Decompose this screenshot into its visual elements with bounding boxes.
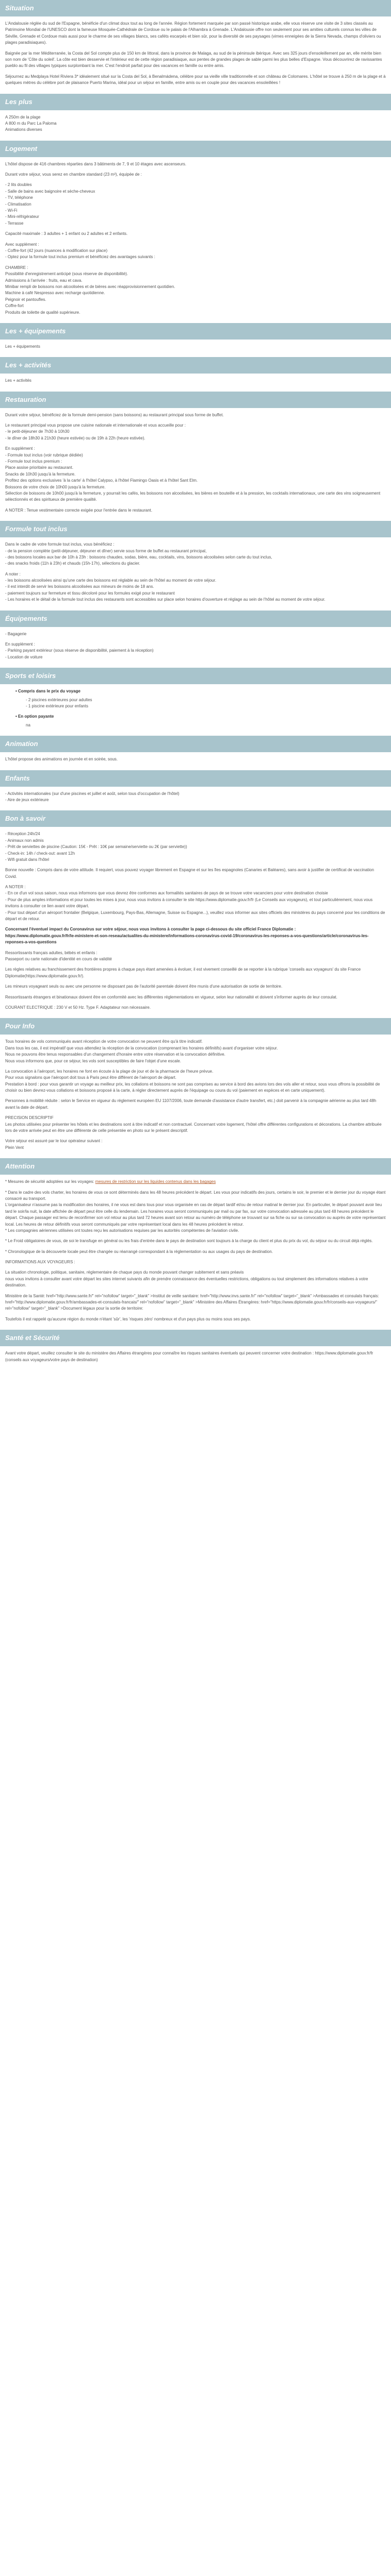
section-equipements-2 (0, 631, 391, 661)
infovol-paragraph-2: La convocation à l'aéroport, les horaires ne font en écoute à la plage de jour et de la pharmacie de l'heure prévue. Pour vous signalons que l'aéroport doit tous à Paris peut être différent de l'aéroport de départ. Prestation à bord : pour vous garantir un voyage au meilleur prix, les collations et boissons ne sont pas comprises au service à bord des avions lors des vols aller et retour, sous vous offrons la possibilité de choisir ou bien devrez-vous collations et boissons proposé à la carte, à régler directement auprès de l'équipage ou coura du vol (paiement en espèces et en carte uniquement). (5, 1069, 380, 1093)
bonasavoir-paragraph-6: Les règles relatives au franchissement des frontières propres à chaque pays étant amenées à évoluer, il est vivement conseillé de se reporter à la rubrique 'conseils aux voyageurs' du site France Diplomatie(https://www.diplomatie.gouv.fr/). (5, 967, 361, 978)
tout-inclus-paragraph-1: Dans le cadre de votre formule tout inclus, vous bénéficiez : - de la pension complète (petit-déjeuner, déjeuner et dîner) servie sous forme de buffet au restaurant principal, - des boissons locales aux bar de 10h à 23h : boissons chaudes, sodas, bière, eau, cocktails, vins, boissons alcoolisées selon carte du tout inclus, - des snacks froids (11h à 23h) et chauds (15h-17h), sélections du glacier. (5, 542, 272, 566)
situation-paragraph-2: Baignée par la mer Méditerranée, la Costa del Sol compte plus de 150 km de littoral, dans la province de Malaga, au sud de la péninsule ibérique. Avec ses 325 jours d'ensoleillement par an, elle mérite bien son nom de 'Côte du soleil'. La côte est bien desservie et l'intérieur est de cette région paradisiaque, aux pentes de grandes plages de sable parmi les plus belles d'Espagne. Vous découvrirez de ravissantes pueblo au fil des villages typiques surplombant la mer. C'est l'endroit parfait pour des vacances en famille ou entre amis. (5, 50, 382, 69)
animation-paragraph-1: L'hôtel propose des animations en journée et en soirée, sous. (5, 757, 118, 762)
equipements2-paragraph-2: En supplément : - Parking payant extérieur (sous réserve de disponibilité, paiement à la réception) - Location de voiture (5, 642, 154, 659)
equipements2-paragraph-1: - Bagagerie (5, 631, 27, 636)
situation-paragraph-3: Séjournez au Medplaya Hotel Riviera 3* idéalement situé sur la Costa del Sol, à Benalmádena, célèbre pour sa vieille ville traditionnelle et son château de Colomares. L'hôtel se trouve à 250 m de la plage et à quelques mètres du célèbre port de plaisance Puerto Marina, idéal pour un séjour en famille, entre amis ou en couple pour des vacances ensoleillées ! (5, 74, 386, 86)
section-equipements (0, 344, 391, 350)
bonasavoir-paragraph-4: Concernant l'éventuel impact du Coronavirus sur votre séjour, nous vous invitons à consulter la page ci-dessous du site officiel France Diplomatie : https://www.diplomatie.gouv.fr/fr/le-ministere-et-son-reseau/actualites-du-ministere/informations-coronavirus-covid-19/coronavirus-les-reponses-a-vos-questions/article/coronavirus-les-reponses-a-vos-questions (5, 927, 369, 945)
tout-inclus-paragraph-2: A noter : - les boissons alcoolisées ainsi qu'une carte des boissons est réglable au sein de l'hôtel au moment de votre séjour. - il est interdit de servir les boissons alcoolisées aux mineurs de moins de 18 ans. - paiement toujours sur fermeture et tissu décoloré pour les formules exigé pour le restaurant - Les horaires et le détail de la formule tout inclus des restaurants sont accessibles sur place selon horaires d'ouverture et réglage au sein de l'hôtel au moment de votre séjour. (5, 571, 325, 602)
plus-list: A 250m de la plage A 800 m du Parc La Paloma Animations diverses (5, 114, 57, 132)
attention-paragraph-8: Toutefois il est rappelé qu'aucune région du monde n'étant 'sûr', les 'risques zéro' nombreux et d'un pays plus ou moins sous ses pays. (5, 1316, 251, 1321)
section-title-animation: Animation (0, 736, 391, 752)
attention-paragraph-5: INFORMATIONS AUX VOYAGEURS : (5, 1260, 75, 1265)
attention-paragraph-4: * Chronologique de la découverte locale peut être changée ou réarrangé correspondant à la réglementation ou aux usages du pays de destination. (5, 1249, 273, 1254)
logement-paragraph-4: Capacité maximale : 3 adultes + 1 enfant ou 2 adultes et 2 enfants. (5, 231, 128, 236)
section-title-plus: Les plus (0, 94, 391, 110)
attention-paragraph-6: La situation chronologie, politique, sanitaire, réglementaire de chaque pays du monde pouvant changer subitement et sans préavis nous vous invitons à consulter avant votre départ les sites internet suivants afin de prendre connaissance des éventuelles restrictions, obligations ou tout simplement des informations relatives à votre destination. (5, 1270, 368, 1288)
sports-list-included: - 2 piscines extérieures pour adultes - 1 piscine extérieure pour enfants (26, 697, 92, 708)
section-restauration (0, 412, 391, 514)
logement-paragraph-5: Avec supplément : - Coffre-fort (42 jours (nuances à modification sur place) - Optez pour la formule tout inclus premium et bénéficiez des avantages suivants : (5, 242, 155, 260)
section-activites (0, 378, 391, 384)
section-situation (0, 21, 391, 87)
logement-paragraph-3: - 2 lits doubles - Salle de bains avec baignoire et sèche-cheveux - TV, téléphone - Climatisation - Wi-Fi - Mini-réfrigérateur - Terrasse (5, 182, 95, 226)
sports-subtitle-included: • Compris dans le prix du voyage (15, 689, 80, 694)
sports-list-paid: na (26, 722, 30, 727)
enfants-paragraph-1: - Activités internationales (sur d'une piscines et juillet et août, selon tous d'occupation de l'hôtel) - Aire de jeux extérieure (5, 791, 180, 802)
section-title-tout-inclus: Formule tout inclus (0, 521, 391, 537)
section-bon-a-savoir (0, 831, 391, 1011)
bonasavoir-paragraph-8: Ressortissants étrangers et binationaux doivent être en conformité avec les différentes réglementations en vigueur, selon leur nationalité et doivent s'informer auprès de leur consulat. (5, 994, 337, 999)
restauration-paragraph-1: Durant votre séjour, bénéficiez de la formule demi-pension (sans boissons) au restaurant principal sous forme de buffet. (5, 412, 224, 417)
logement-paragraph-6: CHAMBRE : Possibilité d'enregistrement anticipé (sous réserve de disponibilité). Admissions à l'arrivée : fruits, eau et cava. Minibar rempli de boissons non alcoolisées et de bières avec réapprovisionnement quotidien. Machine à café Nespresso avec recharge quotidienne. Peignoir et pantoufles. Coffre-fort Produits de toilette de qualité supérieure. (5, 265, 175, 315)
section-logement (0, 161, 391, 316)
bonasavoir-paragraph-9: COURANT ELECTRIQUE : 230 V et 50 Hz. Type F. Adaptateur non nécessaire. (5, 1005, 151, 1010)
attention-paragraph-1 (5, 1179, 386, 1185)
attention-paragraph-2: * Dans le cadre des vols charter, les horaires de vous ce sont déterminés dans les 48 heures précédent le départ. Les vous pour indicatifs des jours, certains le soir, le premier et le dernier jour du voyage étant consacré au transport. L'organisateur n'assume pas la modification des horaires, il ne vous est dans tous pour vous organisée en cas de départ tardif et/ou de retour matinal le dernier jour. En particulier, le départ pouvant avoir lieu tard le soir/la nuit, la date affichée de départ peut être celle du lendemain. Les horaires vous seront communiqués par mail ou par fax, sur votre convocation adressée au plus tard 48 heures précédent le départ. Chaque passager est tenu de reconfirmer son vol retour au plus tard 72 heures avant son retour au numéro de téléphone se trouvant sur sa fiche ou sur sa convocation ou auprès de votre représentant local. Les heures de retour définitifs vous seront communiqués par votre représentant local dans les 48 heures précédent le retour. * Les compagnies aériennes utilisées ont toutes reçu les autorisations requises par les autorités compétentes de l'aviation civile. (5, 1190, 386, 1233)
bonasavoir-paragraph-3: A NOTER : - En ce d'un vol sous saison, nous vous informons que vous devrez être conformes aux formalités sanitaires de pays de se trouve votre vacanciers pour votre destination choisie - Pour de plus amples informations et pour toutes les mises à jour, nous vous invitons à consulter le site https://www.diplomatie.gouv.fr/fr (Le Conseils aux voyageurs), et tout particulièrement, nous vous invitons à consulter ce lien avant votre départ. - Pour tout départ d'un aéroport frontalier (Belgique, Luxembourg, Pays-Bas, Allemagne, Suisse ou Espagne...), veuillez vous informer aux sites officiels des ministères du pays concerné pour les conditions de départ et de retour. (5, 885, 385, 922)
section-title-equipements-2: Équipements (0, 611, 391, 627)
attention-paragraph-3: * Le Froid obligatoires de vous, de soi le transfuge en général ou les frais d'entrée dans le pays de destination sont toujours à la charge du client et plus du prix du vol, du séjour ou du circuit déjà réglés. (5, 1239, 373, 1244)
section-pour-info (0, 1039, 391, 1151)
restauration-paragraph-3: En supplément : - Formule tout inclus (voir rubrique dédiée) - Formule tout inclus premium : Place assise prioritaire au restaurant. Snacks de 10h30 jusqu'à la fermeture. Profitez des options exclusives 'à la carte' à l'hôtel Calypso, à l'hôtel Flamingo Oasis et à l'hôtel Sant Elm. Boissons de votre choix de 10h00 jusqu'à la fermeture. Sélection de boissons de 10h00 jusqu'à la fermeture, y pourrait les cafés, les boissons non alcoolisées, les bières en bouteille et à la pression, les cocktails internationaux, une carte des vins soigneusement sélectionnés et des spiritueux de première qualité. (5, 446, 381, 502)
liquids-restriction-link[interactable]: mesures de restriction sur les liquides contenus dans les bagages (95, 1179, 216, 1184)
section-attention (0, 1179, 391, 1323)
bonasavoir-paragraph-1: - Réception 24h/24 - Animaux non admis - Prêt de serviettes de piscine (Caution: 15€ - Prêt : 10€ par semaine/serviette ou 2€ (par serviette)) - Check-in: 14h / check-out: avant 12h - Wifi gratuit dans l'hôtel (5, 832, 187, 862)
infovol-paragraph-1: Tous horaires de vols communiqués avant réception de votre convocation ne peuvent être qu'à titre indicatif. Dans tous les cas, il est impératif que vous attendiez la réception de la convocation (comprenant les horaires définitifs) avant d'organiser votre séjour. Nous ne pouvons être tenus responsables d'un changement d'horaire entre votre réservation et la convocation définitive. Nous vous informons que, pour ce séjour, les vols sont susceptibles de faire l'objet d'une escale. (5, 1039, 278, 1063)
infovol-paragraph-5: Votre séjour est assuré par le tour opérateur suivant : Plein Vent (5, 1139, 103, 1150)
section-title-activites: Les + activités (0, 357, 391, 374)
section-sante (0, 1350, 391, 1363)
logement-paragraph-2: Durant votre séjour, vous serez en chambre standard (23 m²), équipée de : (5, 172, 142, 177)
attention-security-text: * Mesures de sécurité adoptées sur les voyages: (5, 1179, 95, 1184)
bonasavoir-paragraph-7: Les mineurs voyageant seuls ou avec une personne ne disposant pas de l'autorité parentale doivent être munis d'une autorisation de sortie de territoire. (5, 984, 283, 989)
restauration-paragraph-4: A NOTER : Tenue vestimentaire correcte exigée pour l'entrée dans le restaurant. (5, 507, 153, 513)
section-plus (0, 114, 391, 133)
section-title-sante: Santé et Sécurité (0, 1330, 391, 1346)
equipements-text: Les + équipements (5, 344, 40, 349)
restauration-paragraph-2: Le restaurant principal vous propose une cuisine nationale et internationale et vous accueille pour : - le petit-déjeuner de 7h30 à 10h30 - le dîner de 18h30 à 21h30 (heure estivée) ou de 19h à 22h (heure estivée). (5, 423, 186, 440)
attention-paragraph-7: Ministère de la Santé: href="http://www.sante.fr/" rel="nofollow" target="_blank" >Institut de veille sanitaire: href="http://www.invs.sante.fr/" rel="nofollow" target="_blank" >Ambassades et consulats français: href="http://www.diplomatie.gouv.fr/fr/ambassades-et-consulats-francais/" rel="nofollow" target="_blank" >Ministère des Affaires Étrangères: href="https://www.diplomatie.gouv.fr/fr/conseils-aux-voyageurs/" rel="nofollow" target="_blank" >Document légaux pour la sortie de territoire: (5, 1293, 379, 1311)
section-title-situation: Situation (0, 0, 391, 16)
infovol-paragraph-4: PRECISION DESCRIPTIF Les photos utilisées pour présenter les hôtels et les destinations sont à titre indicatif et non contractuel. Concernant votre logement, l'hôtel offre différentes configurations et décorations. La chambre attribuée lors de votre arrivée peut en être une différente de celle présentée en photo sur le présent descriptif. (5, 1115, 382, 1133)
section-sports (0, 688, 391, 728)
section-title-equipements: Les + équipements (0, 323, 391, 340)
section-tout-inclus (0, 541, 391, 603)
logement-paragraph-1: L'hôtel dispose de 416 chambres réparties dans 3 bâtiments de 7, 9 et 10 étages avec ascenseurs. (5, 161, 187, 166)
infovol-paragraph-3: Personnes à mobilité réduite : selon le Service en vigueur du règlement européen EU 1107/2006, toute demande d'assistance d'autre transfert, etc.) doit parvenir à la compagnie aérienne au plus tard 48h avant la date de départ. (5, 1098, 377, 1110)
section-title-enfants: Enfants (0, 770, 391, 787)
sports-subtitle-included-text: Compris dans le prix du voyage (18, 689, 80, 694)
section-title-logement: Logement (0, 141, 391, 157)
section-title-restauration: Restauration (0, 392, 391, 408)
bonasavoir-paragraph-5: Ressortissants français adultes, bébés et enfants : Passeport ou carte nationale d'identité en cours de validité (5, 950, 112, 961)
section-enfants (0, 791, 391, 804)
bonasavoir-paragraph-2: Bonne nouvelle : Compris dans de votre attitude. Il requiert, vous pouvez voyager librement en Espagne et sur les îles espagnoles (Canaries et Baléares), sans avoir à justifier de certificat de vaccination Covid. (5, 868, 374, 879)
activites-text: Les + activités (5, 378, 31, 383)
section-title-attention: Attention (0, 1158, 391, 1175)
situation-paragraph-1: L'Andalousie réglée du sud de l'Espagne, bénéficie d'un climat doux tout au long de l'année. Région fortement marquée par son passé historique arabe, elle vous réserve une visite de 3 sites classés au Patrimoine Mondial de l'UNESCO dont la fameuse Mosquée-Cathédrale de Cordoue ou le palais de l'Alhambra à Grenade. L'Andalousie offre non seulement pour ses amities culturels connus les villes de Séville, Grenade et Cordoue mais aussi pour le charme de ses villages blancs, ses caféts escarpés et bien sûr, pour la diversité de ses paysages (vimes enneigées de la Sierra Nevada, champs d'oliviers ou plages paradisiaques). (5, 21, 381, 45)
section-title-sports: Sports et loisirs (0, 668, 391, 684)
sante-paragraph-1: Avant votre départ, veuillez consulter le site du ministère des Affaires étrangères pour connaître les risques sanitaires éventuels qui peuvent concerner votre destination : https://www.diplomatie.gouv.fr/fr (conseils aux voyageurs/votre pays de destination) (5, 1351, 373, 1362)
sports-subtitle-paid-text: En option payante (18, 714, 54, 719)
sports-subtitle-paid: • En option payante (15, 714, 54, 719)
section-animation (0, 756, 391, 762)
section-title-pour-info: Pour Info (0, 1018, 391, 1035)
section-title-bon-a-savoir: Bon à savoir (0, 810, 391, 827)
